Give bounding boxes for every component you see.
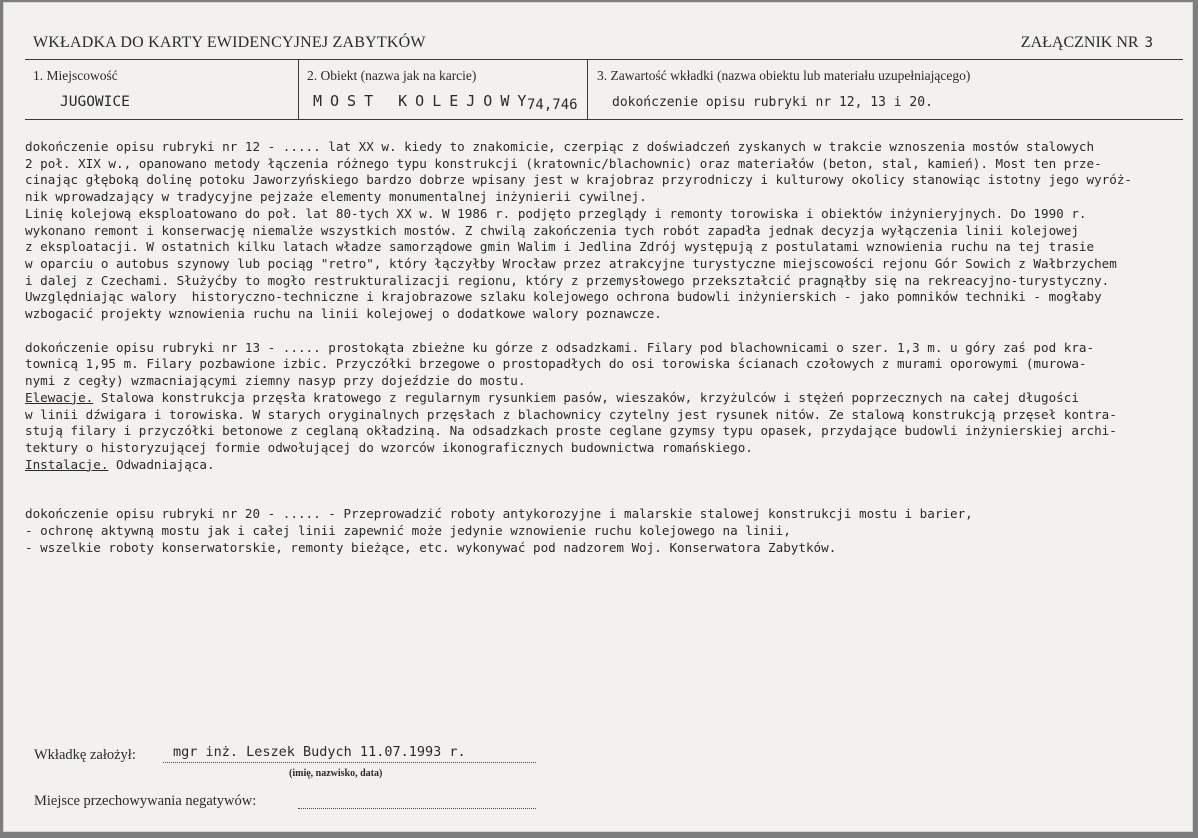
text-line: i dalej z Czechami. Służyćby to mogło restrukturalizacji regionu, który z przemysłowego przekształcić pragnąłby się na rekreacyjno-turystyczny. (25, 272, 1110, 288)
elevation-heading: Elewacje. (25, 389, 94, 405)
section-20 (25, 506, 1185, 556)
location-value: JUGOWICE (60, 94, 130, 110)
founder-value: mgr inż. Leszek Budych 11.07.1993 r. (173, 744, 466, 760)
founder-dotted-line (163, 762, 536, 763)
header-rule-bottom (25, 119, 1183, 120)
negatives-label: Miejsce przechowywania negatywów: (34, 793, 257, 809)
text-line: z eksploatacji. W ostatnich kilku latach władze samorządowe gmin Walim i Jedlina Zdrój występują z postulatami wznowienia ruchu na tej trasie (25, 239, 1095, 255)
header-rule-top (25, 59, 1183, 60)
installation-paragraph (25, 457, 1185, 474)
contents-label: 3. Zawartość wkładki (nazwa obiektu lub materiału uzupełniającego) (597, 68, 971, 83)
annex-number: 3 (1144, 35, 1153, 51)
text-line: dokończenie opisu rubryki nr 20 - ..... - Przeprowadzić roboty antykorozyjne i malarskie stalowej konstrukcji mostu i barier, (25, 506, 973, 522)
column-divider-2 (587, 59, 588, 119)
text-line: townicą 1,95 m. Filary pozbawione izbic. Przyczółki brzegowe o prostopadłych do osi torowiska ścianach czołowych z murami oporowymi (murowa- (25, 356, 1087, 372)
founder-label: Wkładkę założył: (34, 747, 136, 763)
text-line: Linię kolejową eksploatowano do poł. lat 80-tych XX w. W 1986 r. podjęto przeglądy i remonty torowiska i obiektów inżynieryjnych. Do 1990 r. (25, 205, 1087, 221)
text-line: cinając głęboką dolinę potoku Jaworzyńskiego bardzo dobrze wpisany jest w krajobraz przyrodniczy i kulturowy okolicy stanowiąc istotny jego wyróż- (25, 172, 1132, 188)
text-line: w linii dźwigara i torowiska. W starych oryginalnych przęsłach z blachownicy czytelny jest rysunek nitów. Ze stalową konstrukcją przęseł kontra- (25, 406, 1117, 422)
text-line: nymi z cegły) wzmacniającymi ziemny nasyp przy dojeździe do mostu. (25, 373, 526, 389)
location-label: 1. Miejscowość (33, 68, 118, 83)
section-12 (25, 139, 1185, 323)
text-line: dokończenie opisu rubryki nr 12 - ..... lat XX w. kiedy to znakomicie, czerpiąc z doświadczeń zyskanych w trakcie wznoszenia mostów stalowych (25, 139, 1095, 154)
annex-label (1021, 34, 1153, 52)
text-line: wzbogacić projekty wznowienia ruchu na linii kolejowej o dodatkowe walory poznawcze. (25, 306, 662, 322)
installation-heading: Instalacje. (25, 456, 109, 472)
text-line: - wszelkie roboty konserwatorskie, remonty bieżące, etc. wykonywać pod nadzorem Woj. Konserwatora Zabytków. (25, 539, 837, 555)
description-body (25, 139, 1185, 556)
object-label: 2. Obiekt (nazwa jak na karcie) (307, 68, 477, 83)
text-line: 2 poł. XIX w., opanowano metody łączenia różnego typu konstrukcji (kratownic/blachownic) oraz materiałów (beton, stal, kamień). Most ten prze- (25, 155, 1102, 171)
text-line: w oparciu o autobus szynowy lub pociąg "retro", który łączyłby Wrocław przez atrakcyjne turystyczne miejscowości rejonu Gór Sowich z Wałbrzychem (25, 255, 1117, 271)
founder-caption: (imię, nazwisko, data) (289, 768, 383, 779)
text-line: Uwzględniając walory historyczno-techniczne i krajobrazowe szlaku kolejowego ochrona budowli inżynierskich - jako pomników techniki - mogłaby (25, 289, 1102, 305)
contents-value: dokończenie opisu rubryki nr 12, 13 i 20. (612, 95, 933, 110)
object-number: 74,746 (527, 97, 578, 113)
elevation-paragraph-start (25, 390, 1185, 407)
text-line: tektury o historyzującej formie odwołującej do wzorców ikonograficznych budownictwa romańskiego. (25, 439, 753, 455)
object-value: MOST KOLEJOWY (313, 92, 535, 110)
record-card (3, 2, 1193, 832)
installation-text: Odwadniająca. (108, 456, 215, 472)
text-line: wykonano remont i konserwację niemalże wszystkich mostów. Z chwilą zakończenia tych robót zapadła jednak decyzja wyłączenia linii kolejowej (25, 222, 1079, 238)
paragraph-gap (25, 473, 1185, 506)
section-13 (25, 340, 1185, 474)
text-line: Stalowa konstrukcja przęsła kratowego z regularnym rysunkiem pasów, wieszaków, krzyżulców i stężeń poprzecznych na całej długości (93, 389, 1079, 405)
text-line: - ochronę aktywną mostu jak i całej linii zapewnić może jedynie wznowienie ruchu kolejowego na linii, (25, 523, 791, 539)
annex-label-text: ZAŁĄCZNIK NR (1020, 34, 1139, 51)
text-line: stują filary i przyczółki betonowe z ceglaną okładziną. Na odsadzkach proste ceglane gzymsy typu opasek, przydające budowli inżynierskiej archi- (25, 423, 1117, 439)
negatives-dotted-line (298, 808, 536, 809)
text-line: nik wprowadzający w tradycyjne pejzaże elementy monumentalnej inżynierii cywilnej. (25, 189, 647, 205)
document-title: WKŁADKA DO KARTY EWIDENCYJNEJ ZABYTKÓW (33, 34, 426, 51)
text-line: dokończenie opisu rubryki nr 13 - ..... prostokąta zbieżne ku górze z odsadzkami. Filary pod blachownicami o szer. 1,3 m. u góry zaś pod kra- (25, 339, 1095, 355)
column-divider-1 (298, 59, 299, 119)
paragraph-gap (25, 323, 1185, 340)
